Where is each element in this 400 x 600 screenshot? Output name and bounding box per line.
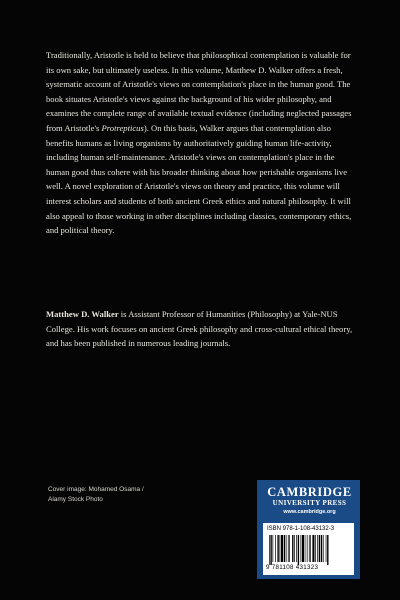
cover-image-credit	[48, 485, 198, 505]
author-name: Matthew D. Walker	[46, 309, 119, 319]
protrepticus-title: Protrepticus	[101, 122, 144, 133]
description-text-part1: Traditionally, Aristotle is held to believe that philosophical contemplation is valuable for its own sake, but ultimately useless. In this volume, Matthew D. Walker offers a fresh, systematic account of Aristotle's views on contemplation's place in the human good. The book situates Aristotle's views against the background of his wider philosophy, and examines the complete range of available textual evidence (including neglected passages from Aristotle's	[46, 50, 352, 133]
author-bio-text: is Assistant Professor of Humanities (Philosophy) at Yale-NUS College. His work focuses on ancient Greek philosophy and cross-cultural ethical theory, and has been published in numerous leading journals.	[46, 309, 353, 349]
barcode-bar	[277, 535, 278, 562]
barcode-digits: 9 781108 431323	[266, 564, 319, 571]
barcode-bar	[327, 535, 328, 565]
barcode-bar	[309, 535, 310, 562]
barcode-bar	[312, 535, 314, 562]
publisher-subname: UNIVERSITY PRESS	[272, 499, 347, 507]
barcode-bar	[305, 535, 306, 562]
barcode-bar	[273, 535, 274, 562]
barcode-bar	[317, 535, 318, 562]
book-description	[46, 48, 356, 238]
barcode-bar	[289, 535, 290, 562]
barcode-bar	[298, 535, 299, 565]
barcode-bar	[294, 535, 295, 562]
cover-credit-line1: Cover image: Mohamed Osama /	[48, 486, 144, 493]
barcode-bar	[280, 535, 281, 562]
barcode-bar	[275, 535, 276, 562]
barcode-bar	[288, 535, 289, 562]
barcode-bar	[269, 535, 270, 565]
barcode-bar	[301, 535, 302, 562]
barcode-bar	[319, 535, 320, 562]
publisher-url: www.cambridge.org	[283, 509, 336, 515]
barcode-bar	[296, 535, 297, 562]
barcode-icon	[265, 535, 352, 565]
publisher-block	[257, 480, 360, 579]
barcode-bar	[315, 535, 316, 562]
barcode-bar	[307, 535, 308, 562]
publisher-logo	[265, 486, 354, 516]
isbn-label: ISBN 978-1-108-43132-3	[267, 526, 335, 532]
barcode-bar	[326, 535, 327, 562]
barcode-bar	[284, 535, 285, 562]
cover-credit-line2: Alamy Stock Photo	[48, 496, 103, 503]
description-text-part2: ). On this basis, Walker argues that contemplation also benefits humans as living organisms by authoritatively guiding human life-activity, including human self-maintenance. Aristotle's views on contemplation's place in the human good thus cohere with his broader thinking about how perishable organisms live well. A novel exploration of Aristotle's views on theory and practice, this volume will interest scholars and students of both ancient Greek ethics and natural philosophy. It will also appeal to those working in other disciplines including classics, contemporary ethics, and political theory.	[46, 122, 352, 236]
publisher-name: CAMBRIDGE	[267, 485, 352, 499]
barcode-bar	[281, 535, 283, 562]
barcode-bar	[321, 535, 322, 562]
isbn-barcode-panel	[263, 523, 354, 575]
author-bio	[46, 307, 356, 351]
barcode-bar	[270, 535, 271, 565]
barcode-bar	[286, 535, 287, 562]
barcode-bar	[302, 535, 304, 562]
barcode-bar	[292, 535, 293, 562]
barcode-bar	[323, 535, 324, 562]
barcode-bar	[310, 535, 311, 562]
